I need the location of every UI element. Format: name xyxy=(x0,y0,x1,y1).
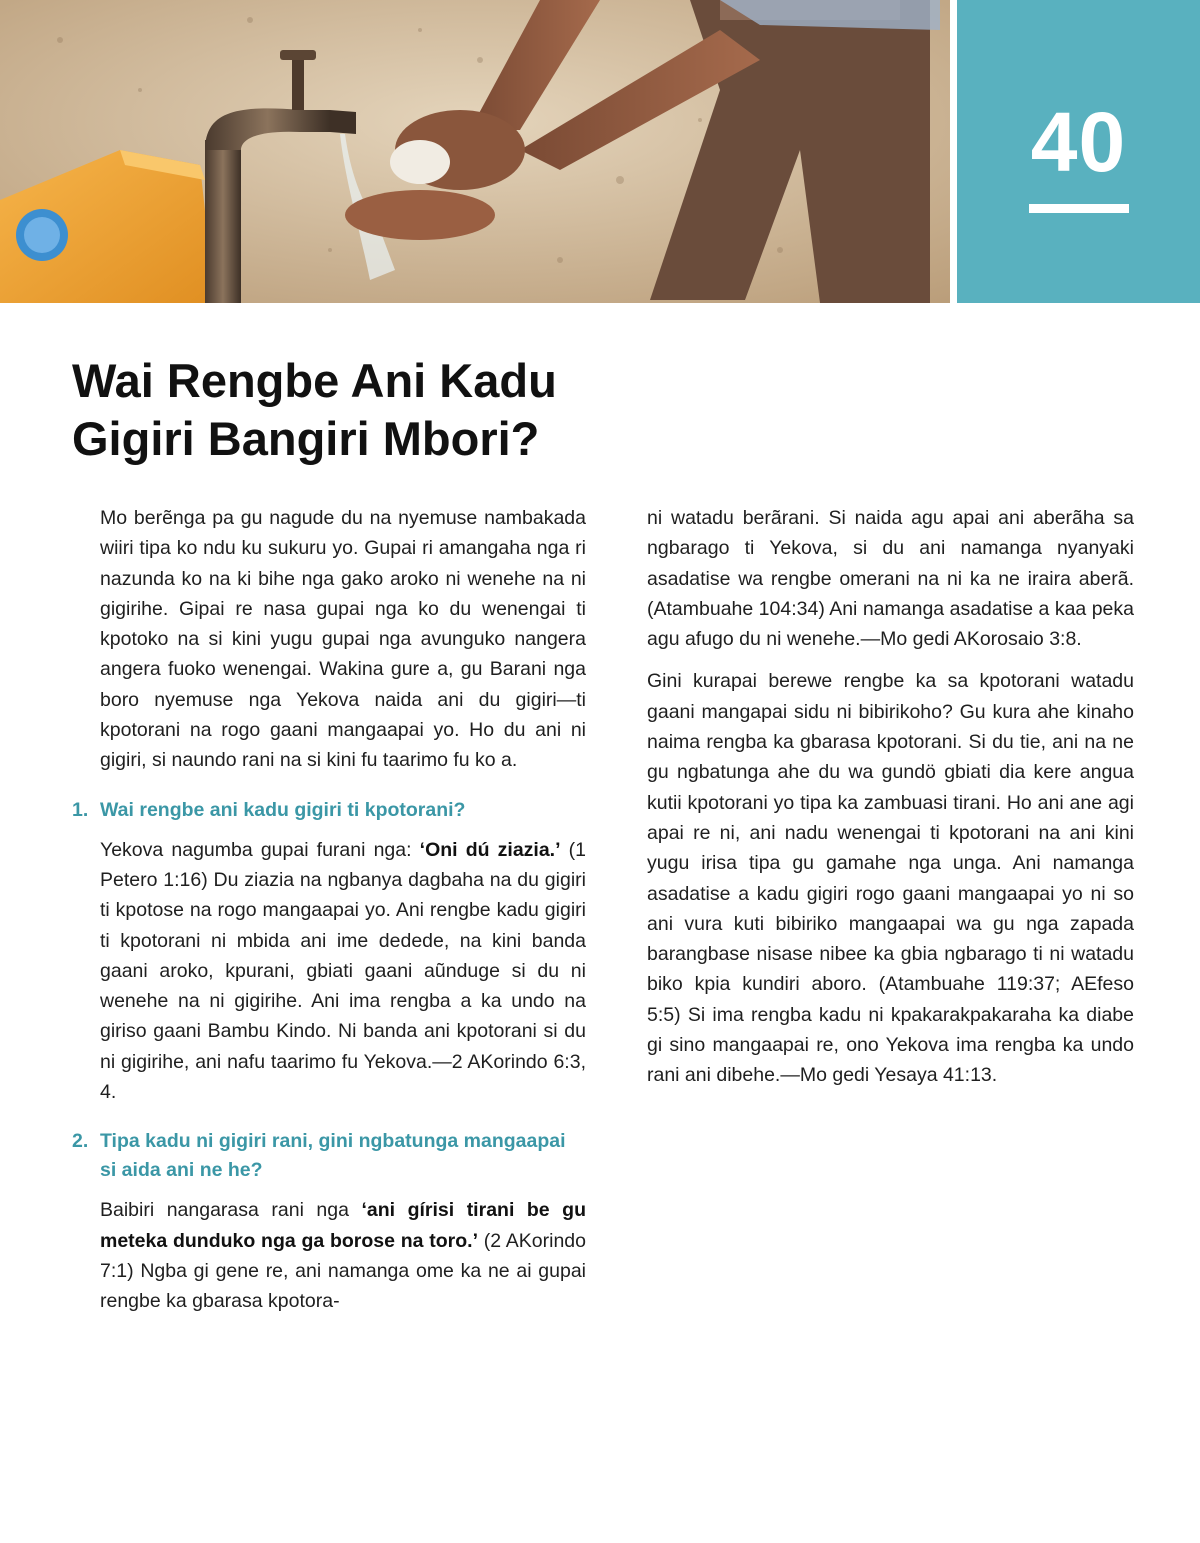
question-2-heading xyxy=(72,1127,586,1185)
lesson-number-underline xyxy=(1029,204,1129,213)
question-2-paragraph-lead: Baibiri nangarasa rani nga xyxy=(100,1199,362,1222)
question-2-number: 2. xyxy=(72,1130,89,1153)
question-1-heading xyxy=(72,796,586,825)
question-1-scripture-quote: ‘Oni dú ziazia.’ xyxy=(419,838,561,861)
lesson-title xyxy=(72,352,652,468)
intro-paragraph: Mo berẽnga pa gu nagude du na nyemuse nambakada wiiri tipa ko ndu ku sukuru yo. Gupai ri amangaha nga ri nazunda ko na ki bihe nga gako aroko ni wenehe na ni gigirihe. Gipai re nasa gupai nga ko du wenengai ti kpotoko na si kini yugu gupai nga avunguko nangera angera fuoko wenengai. Wakina gure a, gu Barani nga boro nyemuse nga Yekova naida ani du gigiri—ti kpotorani na rogo gaani mangaapai yo. Ho du ani ni gigiri, si naundo rani na si kini fu taarimo fu ko a. xyxy=(100,507,586,772)
question-2-text: Tipa kadu ni gigiri rani, gini ngbatunga mangaapai si aida ani ne he? xyxy=(100,1130,566,1182)
question-1-number: 1. xyxy=(72,798,89,821)
lesson-title-line-1: Wai Rengbe Ani Kadu xyxy=(72,354,557,407)
question-1-paragraph-body: (1 Petero 1:16) Du ziazia na ngbanya dagbaha na du gigiri ti kpotose na rogo mangaapai yo. Ani rengbe kadu gigiri ti kpotorani ni mbida ani ime dedede, na kini banda gaani aroko, kpurani, gbiati gaani aũnduge si du ni wenehe na ni gigirihe. Ani ima rengba a ka undo na giriso gaani Bambu Kindo. Ni banda ani kpotorani si du ni gigirihe, ani nafu taarimo fu Yekova.—2 AKorindo 6:3, 4. xyxy=(100,838,586,1104)
question-2-paragraph xyxy=(100,1195,586,1316)
left-column xyxy=(72,503,586,1329)
question-1-paragraph-lead: Yekova nagumba gupai furani nga: xyxy=(100,838,420,861)
closing-paragraph: Gini kurapai berewe rengbe ka sa kpotorani watadu gaani mangapai sidu ni bibirikoho? Gu kura ahe kinaho naima rengba ka gbarasa kpotorani. Si du tie, ani na ne gu ngbatunga ahe du wa gundö gbiati dia kere angua kutii kpotorani yo tipa ka zambuasi tirani. Ho ani ane agi apai re ni, ani nadu wenengai ti kpotorani na ani kini yugu irisa tipa gu gamahe nga unga. Ani namanga asadatise a kadu gigiri rogo gaani mangaapai yo ni so ani vura kuti bibiriko mangaapai wa gu nga zapada barangbase nisase nibee ka gbia ngbarago ti ni watadu biko kpia kundiri aboro. (Atambuahe 119:37; AEfeso 5:5) Si ima rengba kadu ni kpakarakpakaraha ka diabe gi sino mangaapai re, ono Yekova ima rengba ka undo rani ani dibehe.—Mo gedi Yesaya 41:13. xyxy=(647,670,1134,1087)
question-1-text: Wai rengbe ani kadu gigiri ti kpotorani? xyxy=(100,798,466,821)
handwashing-illustration xyxy=(0,0,950,303)
lesson-title-line-2: Gigiri Bangiri Mbori? xyxy=(72,412,540,465)
header-photo xyxy=(0,0,950,303)
question-2-paragraph-body: (2 AKorindo 7:1) Ngba gi gene re, ani namanga ome ka ne ai gupai rengbe ka gbarasa kpotora- xyxy=(100,1229,586,1313)
right-column xyxy=(647,503,1134,1103)
question-1-paragraph xyxy=(100,835,586,1108)
lesson-number-tab xyxy=(957,0,1200,303)
lesson-number: 40 xyxy=(1030,95,1127,189)
continued-paragraph: ni watadu berãrani. Si naida agu apai ani aberãha sa ngbarago ti Yekova, si du ani namanga nyanyaki asadatise wa rengbe omerani na ni ka ne iraira aberã. (Atambuahe 104:34) Ani namanga asadatise a kaa peka agu afugo du ni wenehe.—Mo gedi AKorosaio 3:8. xyxy=(647,507,1134,651)
question-2-scripture-quote: ‘ani gírisi tirani be gu meteka dunduko nga ga borose na toro.’ xyxy=(100,1199,586,1252)
